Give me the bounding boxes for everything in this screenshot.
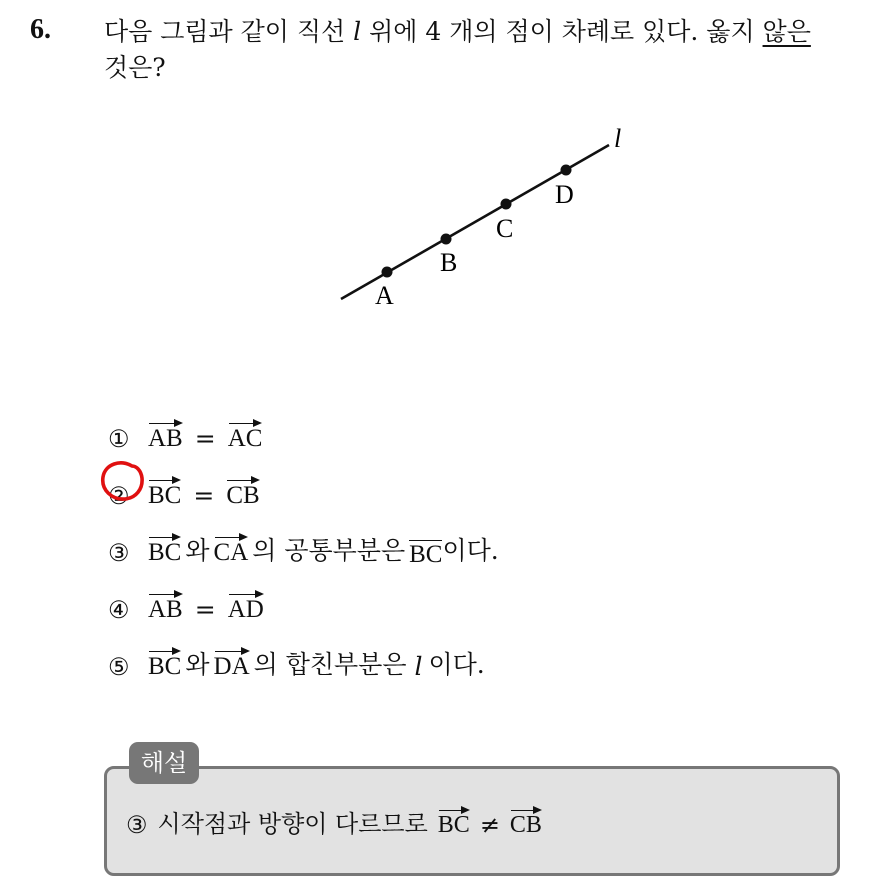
vector: BC: [148, 647, 181, 681]
explanation-text: [126, 804, 542, 839]
line-figure: [330, 120, 650, 320]
choice-text: 와: [185, 536, 210, 565]
choice-text: 와: [185, 650, 210, 679]
stem-text-2: 위에 4 개의 점이 차례로 있다. 옳지: [369, 17, 755, 46]
choice-3-number: ③: [108, 539, 130, 567]
vector: CB: [510, 806, 542, 839]
vector: AD: [228, 590, 264, 624]
choice-text: 의 합친부분은: [253, 650, 407, 679]
stem-text-1: 다음 그림과 같이 직선: [104, 17, 346, 46]
question-stem: [104, 14, 864, 86]
choice-text: 이다.: [442, 536, 499, 565]
vector: DA: [214, 647, 250, 681]
vector: CB: [226, 476, 259, 510]
segment: BC: [409, 541, 443, 568]
vector: BC: [148, 533, 181, 567]
choice-text: 이다.: [428, 650, 485, 679]
choice-3[interactable]: [108, 510, 499, 567]
choice-5[interactable]: [108, 624, 499, 681]
point-a: [382, 267, 393, 278]
point-label-d: D: [555, 180, 574, 209]
point-label-a: A: [375, 281, 394, 310]
question-number: 6.: [30, 14, 51, 45]
choice-2-number: ②: [108, 482, 130, 510]
equals-sign: =: [193, 481, 215, 510]
explanation-number: ③: [126, 811, 148, 839]
choice-4[interactable]: [108, 567, 499, 624]
vector: AB: [148, 419, 183, 453]
answer-circle-mark: [99, 459, 147, 503]
choice-5-number: ⑤: [108, 653, 130, 681]
vector: AB: [148, 590, 183, 624]
vector: BC: [438, 806, 470, 839]
stem-text-3: 것은?: [104, 53, 166, 82]
explanation-sentence: 시작점과 방향이 다르므로: [157, 810, 428, 838]
not-equal-sign: ≠: [479, 811, 500, 839]
choice-text: 의 공통부분은: [252, 536, 406, 565]
vector: AC: [228, 419, 263, 453]
point-label-b: B: [440, 248, 458, 277]
point-d: [561, 165, 572, 176]
choice-4-number: ④: [108, 596, 130, 624]
explanation-tag: 해설: [129, 742, 199, 784]
line-letter: l: [414, 652, 423, 681]
line-l-label: l: [614, 124, 622, 153]
equals-sign: =: [194, 424, 216, 453]
vector: BC: [148, 476, 181, 510]
choice-list: [108, 396, 499, 681]
stem-line-letter: l: [353, 17, 362, 46]
point-c: [501, 199, 512, 210]
point-label-c: C: [496, 214, 514, 243]
choice-1-number: ①: [108, 425, 130, 453]
choice-1[interactable]: [108, 396, 499, 453]
choice-2[interactable]: [108, 453, 499, 510]
point-b: [441, 234, 452, 245]
stem-underlined-word: 않은: [762, 17, 811, 46]
vector: CA: [214, 533, 249, 567]
equals-sign: =: [194, 595, 216, 624]
